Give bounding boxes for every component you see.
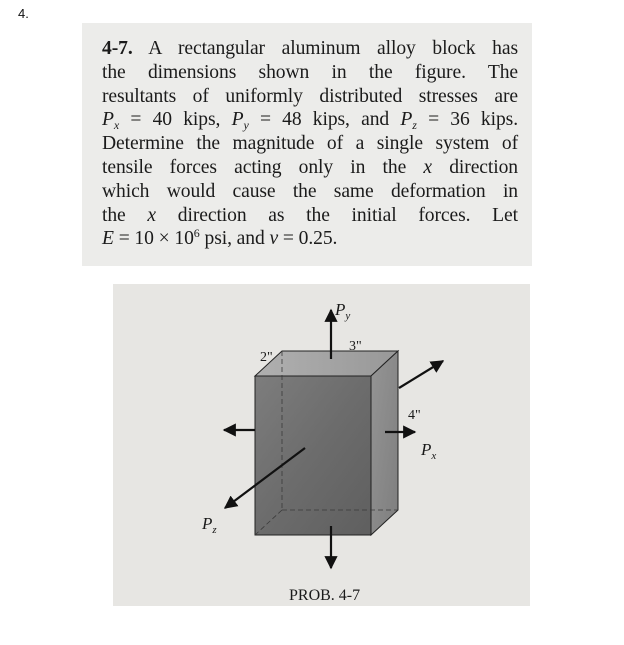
py-label: $P_y$ [335, 300, 351, 322]
block-front-face [255, 376, 371, 535]
pz-arrow-back [399, 361, 443, 388]
problem-line-9: $E = 10 \times 10^6$ psi, and ν = 0.25. [102, 226, 338, 250]
problem-line-3: resultants of uniformly distributed stresses are [102, 85, 518, 107]
problem-number: 4-7. [102, 38, 133, 59]
px-label: $P_x$ [421, 440, 437, 462]
problem-line-6: tensile forces acting only in the x direction [102, 156, 518, 178]
figure-scan [113, 284, 530, 606]
problem-statement [102, 37, 518, 251]
block-side-face [371, 351, 398, 535]
block-figure [113, 284, 530, 606]
pz-label: $P_z$ [202, 514, 217, 536]
dim-width-label: 3" [349, 339, 362, 354]
problem-line-5: Determine the magnitude of a single system of [102, 133, 518, 155]
dim-height-label: 4" [408, 408, 421, 423]
figure-caption: PROB. 4-7 [289, 587, 361, 604]
problem-line-2: the dimensions shown in the figure. The [102, 61, 518, 83]
question-number: 4. [18, 6, 29, 21]
problem-line-7: which would cause the same deformation in [102, 180, 518, 202]
dim-depth-label: 2" [260, 350, 273, 365]
problem-line-4: $P_x = 40$ kips, $P_y = 48$ kips, and $P_z = 36$ kips. [102, 109, 518, 133]
problem-text-scan [82, 23, 532, 266]
problem-line-1: 4-7. A rectangular aluminum alloy block has [102, 38, 518, 59]
problem-line-8: the x direction as the initial forces. Let [102, 204, 518, 226]
